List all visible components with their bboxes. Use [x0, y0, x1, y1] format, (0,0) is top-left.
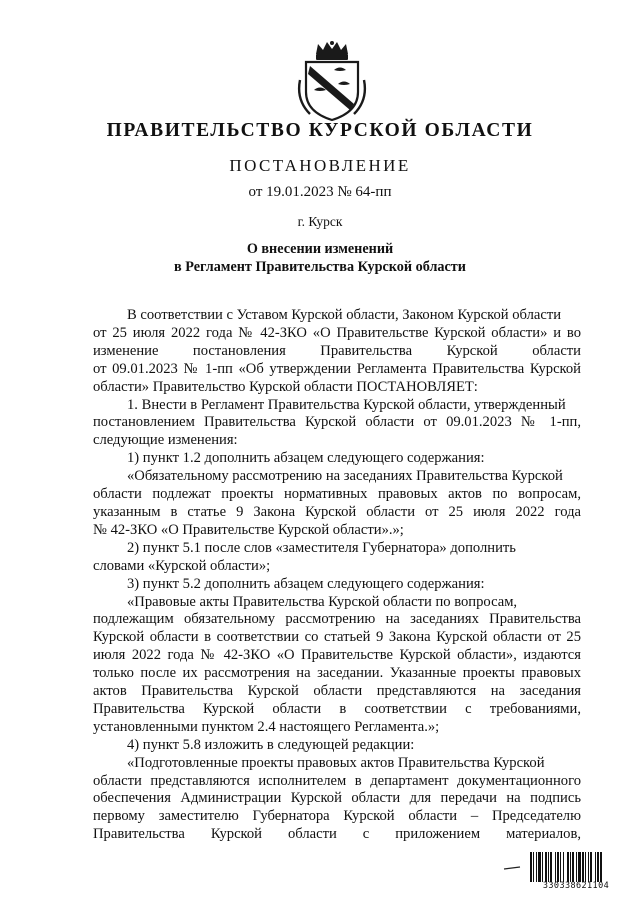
- coat-of-arms-emblem: [296, 40, 368, 122]
- body-line: 3) пункт 5.2 дополнить абзацем следующего содержания:: [127, 575, 485, 592]
- barcode-bar: [542, 852, 543, 882]
- body-line: подлежащим обязательному рассмотрению на заседаниях Правительства: [93, 611, 581, 628]
- body-line: указанным в статье 9 Закона Курской области от 25 июля 2022 года: [93, 503, 581, 520]
- body-line: обеспечения Администрации Курской области для передачи на подпись: [93, 790, 581, 807]
- barcode-bar: [595, 852, 596, 882]
- body-line: В соответствии с Уставом Курской области, Законом Курской области: [127, 307, 562, 323]
- scan-mark: [503, 865, 521, 871]
- barcode-bar: [548, 852, 549, 882]
- body-line: от 09.01.2023 № 1-пп «Об утверждении Регламента Правительства Курской: [93, 360, 581, 377]
- body-line: Правительства Курской области в соответствии с требованиями,: [93, 700, 581, 717]
- barcode-bar: [550, 852, 552, 882]
- barcode-bar: [563, 852, 564, 882]
- body-line: «Подготовленные проекты правовых актов Правительства Курской: [127, 754, 545, 771]
- body-line: установленными пунктом 2.4 настоящего Регламента.»;: [93, 718, 440, 735]
- barcode-bar: [597, 852, 599, 882]
- subject-line: О внесении изменений: [246, 241, 394, 257]
- body-line: Курской области в соответствии со статьей 9 Закона Курской области от 25: [93, 629, 581, 646]
- body-line: «Правовые акты Правительства Курской области по вопросам,: [127, 593, 518, 610]
- decree-body: [93, 307, 581, 844]
- body-line: «Обязательному рассмотрению на заседаниях Правительства Курской: [127, 468, 563, 485]
- body-line: Правительства Курской области с приложением материалов,: [93, 826, 581, 843]
- decree-date-number: от 19.01.2023 № 64-пп: [248, 184, 392, 200]
- city-name: г. Курск: [297, 214, 343, 229]
- government-name: ПРАВИТЕЛЬСТВО КУРСКОЙ ОБЛАСТИ: [106, 120, 534, 141]
- barcode-bar: [570, 852, 571, 882]
- body-line: только после их рассмотрения на заседании. Указанные проекты правовых: [93, 665, 581, 682]
- body-line: области подлежат проекты нормативных правовых актов по вопросам,: [93, 486, 581, 503]
- barcode-bar: [567, 852, 569, 882]
- barcode-bar: [582, 852, 584, 882]
- document-type: ПОСТАНОВЛЕНИЕ: [229, 156, 411, 175]
- decree-subject: [0, 240, 640, 276]
- body-line: 2) пункт 5.1 после слов «заместителя Губернатора» дополнить: [127, 539, 516, 556]
- body-line: 1. Внести в Регламент Правительства Курской области, утвержденный: [127, 396, 566, 413]
- body-line: первому заместителю Губернатора Курской области – Председателю: [93, 808, 581, 825]
- barcode-bar: [545, 852, 547, 882]
- body-line: от 25 июля 2022 года № 42-ЗКО «О Правительстве Курской области» и во: [93, 324, 581, 341]
- barcode-bar: [533, 852, 534, 882]
- barcode-bar: [557, 852, 559, 882]
- barcode-bar: [585, 852, 586, 882]
- body-line: следующие изменения:: [93, 432, 238, 449]
- barcode-bar: [560, 852, 561, 882]
- barcode-bar: [590, 852, 592, 882]
- body-line: июля 2022 года № 42-ЗКО «О Правительстве Курской области», издаются: [93, 647, 581, 664]
- body-line: изменение постановления Правительства Курской области: [93, 342, 581, 359]
- body-line: области» Правительство Курской области ПОСТАНОВЛЯЕТ:: [93, 378, 478, 395]
- body-line: постановлением Правительства Курской области от 09.01.2023 № 1-пп,: [93, 414, 581, 431]
- document-barcode: [530, 852, 622, 894]
- body-line: области представляются исполнителем в департамент документационного: [93, 772, 581, 789]
- barcode-number: 330338621104: [542, 881, 610, 891]
- barcode-bar: [536, 852, 537, 882]
- barcode-bar: [530, 852, 532, 882]
- barcode-bars: [530, 852, 622, 882]
- body-line: 4) пункт 5.8 изложить в следующей редакции:: [127, 736, 415, 753]
- barcode-bar: [588, 852, 589, 882]
- barcode-bar: [572, 852, 574, 882]
- body-line: 1) пункт 1.2 дополнить абзацем следующего содержания:: [127, 450, 485, 467]
- body-line: № 42-ЗКО «О Правительстве Курской области».»;: [93, 521, 404, 538]
- barcode-bar: [538, 852, 541, 882]
- barcode-bar: [600, 852, 602, 882]
- body-line: словами «Курской области»;: [93, 557, 271, 574]
- barcode-bar: [555, 852, 556, 882]
- barcode-bar: [578, 852, 581, 882]
- barcode-bar: [576, 852, 577, 882]
- subject-line: в Регламент Правительства Курской области: [174, 259, 466, 275]
- body-line: актов Правительства Курской области представляются на заседания: [93, 683, 581, 700]
